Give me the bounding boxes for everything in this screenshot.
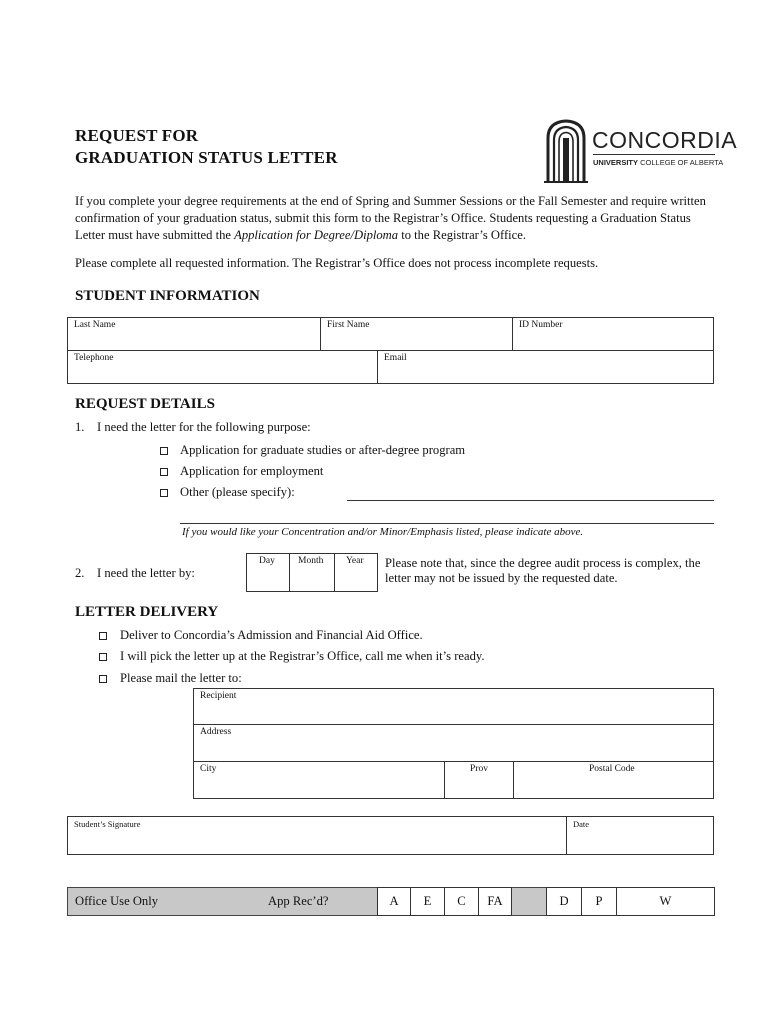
question-2-text: I need the letter by: — [97, 566, 195, 580]
logo-subtitle — [593, 158, 723, 167]
student-signature-field[interactable] — [67, 816, 567, 855]
telephone-field[interactable] — [67, 350, 378, 384]
office-code-d-label: D — [559, 894, 569, 908]
student-info-heading: STUDENT INFORMATION — [75, 288, 260, 304]
last-name-field[interactable] — [67, 317, 321, 351]
office-code-e-box[interactable] — [410, 887, 445, 916]
intro-line-2: confirmation of your graduation status, submit this form to the Registrar’s Office. Students requesting a Graduation Status — [75, 211, 691, 225]
logo-divider — [593, 154, 715, 155]
purpose-graduate-studies-checkbox[interactable] — [160, 447, 168, 455]
other-specify-line[interactable] — [347, 500, 714, 501]
pickup-label: I will pick the letter up at the Registrar’s Office, call me when it’s ready. — [120, 649, 485, 663]
letter-delivery-heading: LETTER DELIVERY — [75, 604, 219, 620]
logo-sub-rest: COLLEGE OF ALBERTA — [640, 158, 724, 167]
postal-code-label: Postal Code — [589, 764, 635, 774]
purpose-graduate-studies-label: Application for graduate studies or after-degree program — [180, 443, 466, 457]
question-1-number: 1. — [75, 420, 85, 434]
signature-date-field[interactable] — [566, 816, 714, 855]
purpose-employment-checkbox[interactable] — [160, 468, 168, 476]
office-code-c-box[interactable] — [444, 887, 479, 916]
logo-sub-bold: UNIVERSITY — [593, 158, 639, 167]
email-label: Email — [384, 353, 407, 363]
office-code-e-label: E — [423, 894, 432, 908]
purpose-other-checkbox[interactable] — [160, 489, 168, 497]
office-code-p-box[interactable] — [581, 887, 617, 916]
concentration-note: If you would like your Concentration and/or Minor/Emphasis listed, please indicate above. — [182, 526, 584, 538]
email-field[interactable] — [377, 350, 714, 384]
office-code-fa-label: FA — [487, 894, 503, 908]
concentration-line[interactable] — [180, 523, 714, 524]
mail-label: Please mail the letter to: — [120, 671, 242, 685]
question-2-number: 2. — [75, 566, 85, 580]
id-number-label: ID Number — [519, 320, 563, 330]
app-recd-label: App Rec’d? — [268, 894, 329, 908]
city-label: City — [200, 764, 217, 774]
date-day-field[interactable] — [246, 553, 290, 592]
last-name-label: Last Name — [74, 320, 116, 330]
intro-line-1: If you complete your degree requirements at the end of Spring and Summer Sessions or the Fall Semester and require written — [75, 194, 706, 208]
first-name-label: First Name — [327, 320, 370, 330]
recipient-label: Recipient — [200, 691, 237, 701]
signature-date-label: Date — [573, 819, 590, 829]
office-code-w-box[interactable] — [616, 887, 715, 916]
date-year-field[interactable] — [334, 553, 378, 592]
request-details-heading: REQUEST DETAILS — [75, 396, 215, 412]
student-signature-label: Student’s Signature — [74, 819, 141, 829]
logo-name: CONCORDIA — [592, 127, 738, 153]
month-label: Month — [298, 556, 324, 566]
prov-field[interactable] — [444, 761, 514, 799]
intro-line-3: Letter must have submitted the Application for Degree/Diploma to the Registrar’s Office. — [75, 228, 526, 242]
audit-note: Please note that, since the degree audit process is complex, the letter may not be issued by the requested date. — [385, 556, 701, 585]
prov-label: Prov — [470, 764, 488, 774]
pickup-checkbox[interactable] — [99, 653, 107, 661]
concordia-emblem-icon — [542, 116, 592, 186]
first-name-field[interactable] — [320, 317, 513, 351]
city-field[interactable] — [193, 761, 445, 799]
year-label: Year — [346, 556, 364, 566]
office-use-label: Office Use Only — [75, 894, 159, 908]
incomplete-requests-note: Please complete all requested information. The Registrar’s Office does not process incomplete requests. — [75, 256, 599, 270]
purpose-employment-label: Application for employment — [180, 464, 324, 478]
office-code-d-box[interactable] — [546, 887, 582, 916]
intro-paragraph — [75, 193, 725, 244]
telephone-label: Telephone — [74, 353, 114, 363]
deliver-admission-checkbox[interactable] — [99, 632, 107, 640]
purpose-other-label: Other (please specify): — [180, 485, 295, 499]
date-month-field[interactable] — [289, 553, 335, 592]
title-line-1: REQUEST FOR — [75, 126, 199, 145]
application-form-name: Application for Degree/Diploma — [234, 228, 399, 242]
mail-checkbox[interactable] — [99, 675, 107, 683]
day-label: Day — [259, 556, 275, 566]
title-line-2: GRADUATION STATUS LETTER — [75, 148, 338, 167]
id-number-field[interactable] — [512, 317, 714, 351]
address-field[interactable] — [193, 724, 714, 762]
recipient-field[interactable] — [193, 688, 714, 725]
postal-code-field[interactable] — [513, 761, 714, 799]
office-code-c-label: C — [457, 894, 466, 908]
office-code-a-label: A — [389, 894, 399, 908]
address-label: Address — [200, 727, 232, 737]
office-code-a-box[interactable] — [377, 887, 411, 916]
office-code-p-label: P — [595, 894, 603, 908]
office-code-w-label: W — [659, 894, 672, 908]
office-code-fa-box[interactable] — [478, 887, 512, 916]
deliver-admission-label: Deliver to Concordia’s Admission and Financial Aid Office. — [120, 628, 423, 642]
question-1-text: I need the letter for the following purpose: — [97, 420, 311, 434]
concordia-logo — [540, 116, 738, 186]
